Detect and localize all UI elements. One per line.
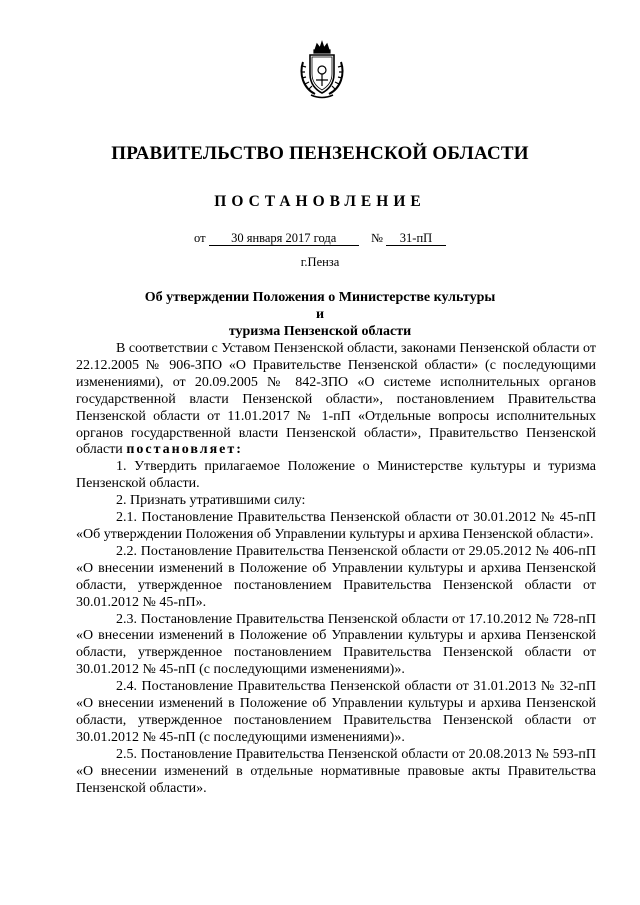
paragraph-2: 2. Признать утратившими силу: [116,493,306,509]
paragraph-2-2: 2.2. Постановление Правительства Пензенской области от 29.05.2012 № 406-пП «О внесении изменений в Положение об Управлении культуры и архива Пензенской области, утвержденное постановлением Правительства Пензенской области от 30.01.2012 № 45-пП». [76,543,596,610]
document-type: ПОСТАНОВЛЕНИЕ [214,193,426,210]
document-body [76,341,596,797]
government-name: ПРАВИТЕЛЬСТВО ПЕНЗЕНСКОЙ ОБЛАСТИ [111,143,529,164]
paragraph-2-4: 2.4. Постановление Правительства Пензенской области от 31.01.2013 № 32-пП «О внесении изменений в Положение об Управлении культуры и архива Пензенской области, утвержденное постановлением Правительства Пензенской области от 30.01.2012 № 45-пП (с последующими изменениями)». [76,679,596,745]
date-prefix: от [194,231,206,245]
document-title [140,289,500,340]
preamble-paragraph [76,341,596,459]
paragraph-2-5: 2.5. Постановление Правительства Пензенской области от 20.08.2013 № 593-пП «О внесении изменений в отдельные нормативные правовые акты Правительства Пензенской области». [76,746,596,796]
city: г.Пенза [300,255,340,269]
coat-of-arms-icon [297,40,347,100]
document-date: 30 января 2017 года [209,231,359,246]
preamble-text: В соответствии с Уставом Пензенской области, законами Пензенской области от 22.12.2005 № 906-ЗПО «О Правительстве Пензенской области» (с последующими изменениями), от 20.09.2005 № 842-ЗПО «О системе исполнительных органов государственной власти Пензенской области», постановлением Правительства Пензенской области от 11.01.2017 № 1-пП «Отдельные вопросы исполнительных органов государственной власти Пензенской области», Правительство Пензенской области [76,341,596,458]
paragraph-2-3: 2.3. Постановление Правительства Пензенской области от 17.10.2012 № 728-пП «О внесении изменений в Положение об Управлении культуры и архива Пензенской области, утвержденное постановлением Правительства Пензенской области от 30.01.2012 № 45-пП (с последующими изменениями)». [76,611,596,678]
document-number: 31-пП [386,231,446,246]
paragraph-1: 1. Утвердить прилагаемое Положение о Министерстве культуры и туризма Пензенской области. [76,459,596,492]
resolves-word: постановляет: [126,442,243,458]
title-line-1: Об утверждении Положения о Министерстве культуры и [144,290,496,322]
number-prefix: № [370,231,383,245]
date-number-line [0,231,640,246]
title-line-2: туризма Пензенской области [228,324,412,339]
paragraph-2-1: 2.1. Постановление Правительства Пензенской области от 30.01.2012 № 45-пП «Об утверждении Положения об Управлении культуры и архива Пензенской области». [76,510,596,542]
